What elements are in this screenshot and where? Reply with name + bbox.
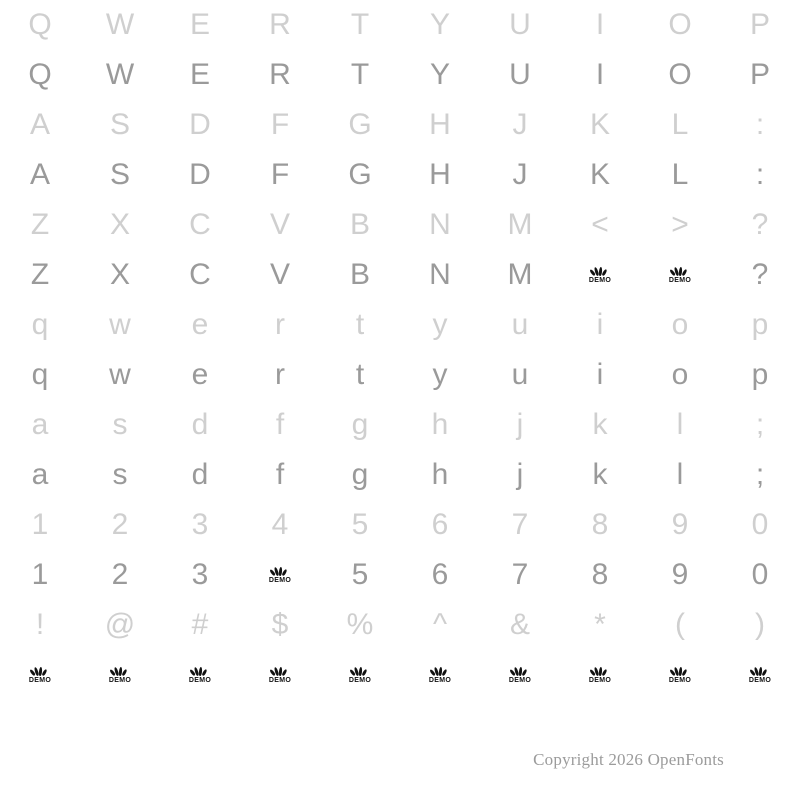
glyph-cell: k: [592, 458, 608, 491]
glyph-cell: h: [431, 458, 449, 491]
glyph-cell: 7: [511, 558, 529, 591]
demo-watermark-glyph: [640, 250, 720, 300]
glyph-cell: K: [589, 108, 610, 141]
glyph-cell: R: [269, 58, 291, 91]
glyph-cell: 1: [31, 508, 49, 541]
leaf-icon: [271, 566, 288, 576]
glyph-cell: u: [511, 308, 529, 341]
glyph-cell: 6: [431, 508, 449, 541]
glyph-cell: ?: [751, 208, 769, 241]
demo-label: DEMO: [348, 677, 372, 684]
glyph-cell: :: [755, 158, 765, 191]
glyph-cell: o: [671, 358, 689, 391]
glyph-cell: l: [676, 458, 684, 491]
glyph-cell: u: [511, 358, 529, 391]
glyph-cell: A: [29, 158, 50, 191]
leaf-icon: [591, 666, 608, 676]
glyph-cell: Y: [429, 8, 450, 41]
glyph-cell: j: [516, 408, 524, 441]
glyph-cell: t: [355, 308, 365, 341]
glyph-cell: C: [189, 258, 211, 291]
glyph-cell: T: [350, 8, 370, 41]
glyph-cell: F: [270, 108, 290, 141]
leaf-icon: [671, 666, 688, 676]
glyph-cell: C: [189, 208, 211, 241]
glyph-cell: p: [751, 358, 769, 391]
demo-watermark-glyph: [560, 250, 640, 300]
glyph-cell: (: [675, 608, 685, 641]
demo-watermark-glyph: [400, 650, 480, 700]
demo-leaf-icon: [269, 666, 291, 684]
glyph-cell: K: [589, 158, 610, 191]
glyph-cell: P: [749, 8, 770, 41]
glyph-cell: d: [191, 458, 209, 491]
glyph-cell: N: [429, 208, 451, 241]
glyph-cell: H: [429, 158, 451, 191]
glyph-cell: f: [275, 408, 285, 441]
glyph-cell: y: [432, 308, 448, 341]
glyph-cell: P: [749, 58, 770, 91]
glyph-cell: D: [189, 158, 211, 191]
glyph-cell: j: [516, 458, 524, 491]
glyph-cell: F: [270, 158, 290, 191]
glyph-cell: f: [275, 458, 285, 491]
glyph-cell: r: [275, 308, 285, 341]
glyph-cell: W: [105, 8, 135, 41]
glyph-cell: t: [355, 358, 365, 391]
demo-label: DEMO: [668, 677, 692, 684]
glyph-cell: g: [351, 408, 369, 441]
demo-leaf-icon: [349, 666, 371, 684]
leaf-icon: [31, 666, 48, 676]
glyph-cell: U: [509, 8, 531, 41]
glyph-cell: S: [109, 108, 130, 141]
glyph-cell: h: [431, 408, 449, 441]
leaf-icon: [591, 266, 608, 276]
demo-label: DEMO: [188, 677, 212, 684]
glyph-cell: 8: [591, 508, 609, 541]
glyph-cell: B: [349, 208, 370, 241]
glyph-cell: E: [189, 58, 210, 91]
glyph-cell: a: [31, 408, 49, 441]
demo-leaf-icon: [189, 666, 211, 684]
demo-label: DEMO: [668, 277, 692, 284]
demo-watermark-glyph: [480, 650, 560, 700]
glyph-cell: e: [191, 308, 209, 341]
leaf-icon: [431, 666, 448, 676]
glyph-cell: H: [429, 108, 451, 141]
glyph-cell: ?: [751, 258, 769, 291]
demo-watermark-glyph: [320, 650, 400, 700]
leaf-icon: [671, 266, 688, 276]
glyph-cell: W: [105, 58, 135, 91]
glyph-cell: a: [31, 458, 49, 491]
glyph-cell: 5: [351, 508, 369, 541]
glyph-cell: D: [189, 108, 211, 141]
glyph-cell: 9: [671, 508, 689, 541]
glyph-cell: U: [509, 58, 531, 91]
glyph-cell: Q: [28, 8, 52, 41]
demo-leaf-icon: [29, 666, 51, 684]
glyph-cell: q: [31, 308, 49, 341]
glyph-cell: g: [351, 458, 369, 491]
glyph-cell: Z: [30, 208, 50, 241]
glyph-cell: #: [191, 608, 209, 641]
glyph-cell: 0: [751, 508, 769, 541]
glyph-cell: J: [512, 158, 528, 191]
glyph-cell: 2: [111, 508, 129, 541]
glyph-cell: w: [109, 358, 131, 391]
glyph-cell: i: [596, 358, 604, 391]
demo-watermark-glyph: [640, 650, 720, 700]
glyph-cell: O: [668, 58, 692, 91]
glyph-cell: E: [189, 8, 210, 41]
glyph-cell: 5: [351, 558, 369, 591]
glyph-cell: *: [594, 608, 606, 641]
demo-watermark-glyph: [80, 650, 160, 700]
glyph-cell: $: [271, 608, 289, 641]
glyph-cell: B: [349, 258, 370, 291]
demo-watermark-glyph: [0, 650, 80, 700]
glyph-cell: M: [507, 208, 533, 241]
demo-leaf-icon: [749, 666, 771, 684]
demo-watermark-glyph: [240, 650, 320, 700]
glyph-cell: V: [269, 208, 290, 241]
demo-label: DEMO: [28, 677, 52, 684]
glyph-cell: o: [671, 308, 689, 341]
glyph-cell: e: [191, 358, 209, 391]
glyph-cell: 2: [111, 558, 129, 591]
leaf-icon: [351, 666, 368, 676]
glyph-cell: L: [671, 158, 689, 191]
glyph-cell: i: [596, 308, 604, 341]
glyph-cell: d: [191, 408, 209, 441]
glyph-cell: l: [676, 408, 684, 441]
glyph-cell: L: [671, 108, 689, 141]
glyph-cell: 0: [751, 558, 769, 591]
glyph-cell: ^: [432, 608, 448, 641]
glyph-cell: S: [109, 158, 130, 191]
glyph-cell: V: [269, 258, 290, 291]
glyph-cell: :: [755, 108, 765, 141]
glyph-cell: T: [350, 58, 370, 91]
demo-label: DEMO: [428, 677, 452, 684]
demo-watermark-glyph: [160, 650, 240, 700]
demo-leaf-icon: [669, 666, 691, 684]
glyph-cell: p: [751, 308, 769, 341]
demo-label: DEMO: [268, 677, 292, 684]
glyph-cell: Q: [28, 58, 52, 91]
glyph-cell: ;: [755, 458, 765, 491]
leaf-icon: [191, 666, 208, 676]
glyph-cell: G: [348, 158, 372, 191]
demo-label: DEMO: [588, 277, 612, 284]
glyph-cell: <: [591, 208, 609, 241]
glyph-cell: 9: [671, 558, 689, 591]
demo-leaf-icon: [589, 266, 611, 284]
glyph-cell: Y: [429, 58, 450, 91]
glyph-cell: Z: [30, 258, 50, 291]
demo-watermark-glyph: [240, 550, 320, 600]
glyph-cell: N: [429, 258, 451, 291]
glyph-cell: A: [29, 108, 50, 141]
glyph-cell: !: [35, 608, 45, 641]
leaf-icon: [751, 666, 768, 676]
leaf-icon: [271, 666, 288, 676]
glyph-cell: I: [595, 58, 605, 91]
demo-label: DEMO: [108, 677, 132, 684]
glyph-cell: 3: [191, 558, 209, 591]
glyph-cell: J: [512, 108, 528, 141]
glyph-cell: >: [671, 208, 689, 241]
demo-watermark-glyph: [720, 650, 800, 700]
glyph-cell: w: [109, 308, 131, 341]
glyph-cell: s: [112, 408, 128, 441]
glyph-cell: I: [595, 8, 605, 41]
demo-label: DEMO: [748, 677, 772, 684]
glyph-cell: ): [755, 608, 765, 641]
glyph-cell: 4: [271, 508, 289, 541]
demo-leaf-icon: [429, 666, 451, 684]
demo-label: DEMO: [268, 577, 292, 584]
glyph-cell: y: [432, 358, 448, 391]
demo-leaf-icon: [109, 666, 131, 684]
glyph-cell: 6: [431, 558, 449, 591]
glyph-cell: %: [346, 608, 374, 641]
demo-leaf-icon: [509, 666, 531, 684]
leaf-icon: [111, 666, 128, 676]
glyph-cell: &: [509, 608, 530, 641]
glyph-cell: 7: [511, 508, 529, 541]
glyph-cell: 1: [31, 558, 49, 591]
demo-watermark-glyph: [560, 650, 640, 700]
glyph-cell: G: [348, 108, 372, 141]
glyph-cell: @: [104, 608, 136, 641]
glyph-cell: 8: [591, 558, 609, 591]
glyph-cell: r: [275, 358, 285, 391]
glyph-cell: ;: [755, 408, 765, 441]
demo-leaf-icon: [269, 566, 291, 584]
glyph-cell: M: [507, 258, 533, 291]
glyph-cell: O: [668, 8, 692, 41]
glyph-cell: k: [592, 408, 608, 441]
glyph-cell: s: [112, 458, 128, 491]
demo-label: DEMO: [508, 677, 532, 684]
glyph-cell: R: [269, 8, 291, 41]
glyph-cell: X: [109, 208, 130, 241]
demo-leaf-icon: [589, 666, 611, 684]
glyph-cell: X: [109, 258, 130, 291]
glyph-cell: 3: [191, 508, 209, 541]
copyright-notice: Copyright 2026 OpenFonts: [533, 750, 724, 769]
demo-label: DEMO: [588, 677, 612, 684]
glyph-cell: q: [31, 358, 49, 391]
leaf-icon: [511, 666, 528, 676]
demo-leaf-icon: [669, 266, 691, 284]
